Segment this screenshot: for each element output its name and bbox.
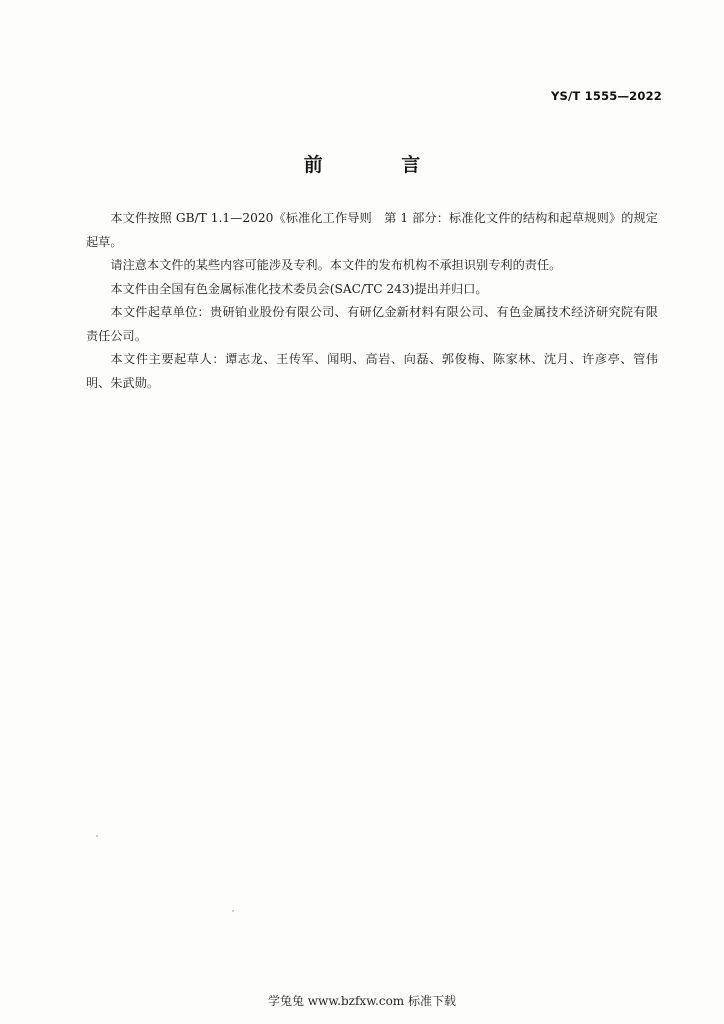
- paragraph-patent-notice: 请注意本文件的某些内容可能涉及专利。本文件的发布机构不承担识别专利的责任。: [110, 258, 562, 272]
- scan-speck: [96, 835, 98, 837]
- paragraph-drafting-organizations: 本文件起草单位：贵研铂业股份有限公司、有研亿金新材料有限公司、有色金属技术经济研究院有限责任公司。: [86, 305, 658, 343]
- scan-speck: [232, 910, 234, 912]
- page-title: 前 言: [303, 154, 457, 176]
- paragraph-drafters: 本文件主要起草人：谭志龙、王传军、闻明、高岩、向磊、郭俊梅、陈家林、沈月、许彦亭、管伟明、朱武勋。: [86, 352, 658, 390]
- watermark-footer: 学兔兔 www.bzfxw.com 标准下载: [267, 994, 457, 1008]
- paragraph-proposer: 本文件由全国有色金属标准化技术委员会(SAC/TC 243)提出并归口。: [110, 281, 488, 296]
- paragraph-drafting-rules: 本文件按照 GB/T 1.1—2020《标准化工作导则 第 1 部分：标准化文件的结构和起草规则》的规定起草。: [86, 211, 658, 249]
- document-code: YS/T 1555—2022: [551, 89, 662, 103]
- foreword-body: [86, 207, 658, 395]
